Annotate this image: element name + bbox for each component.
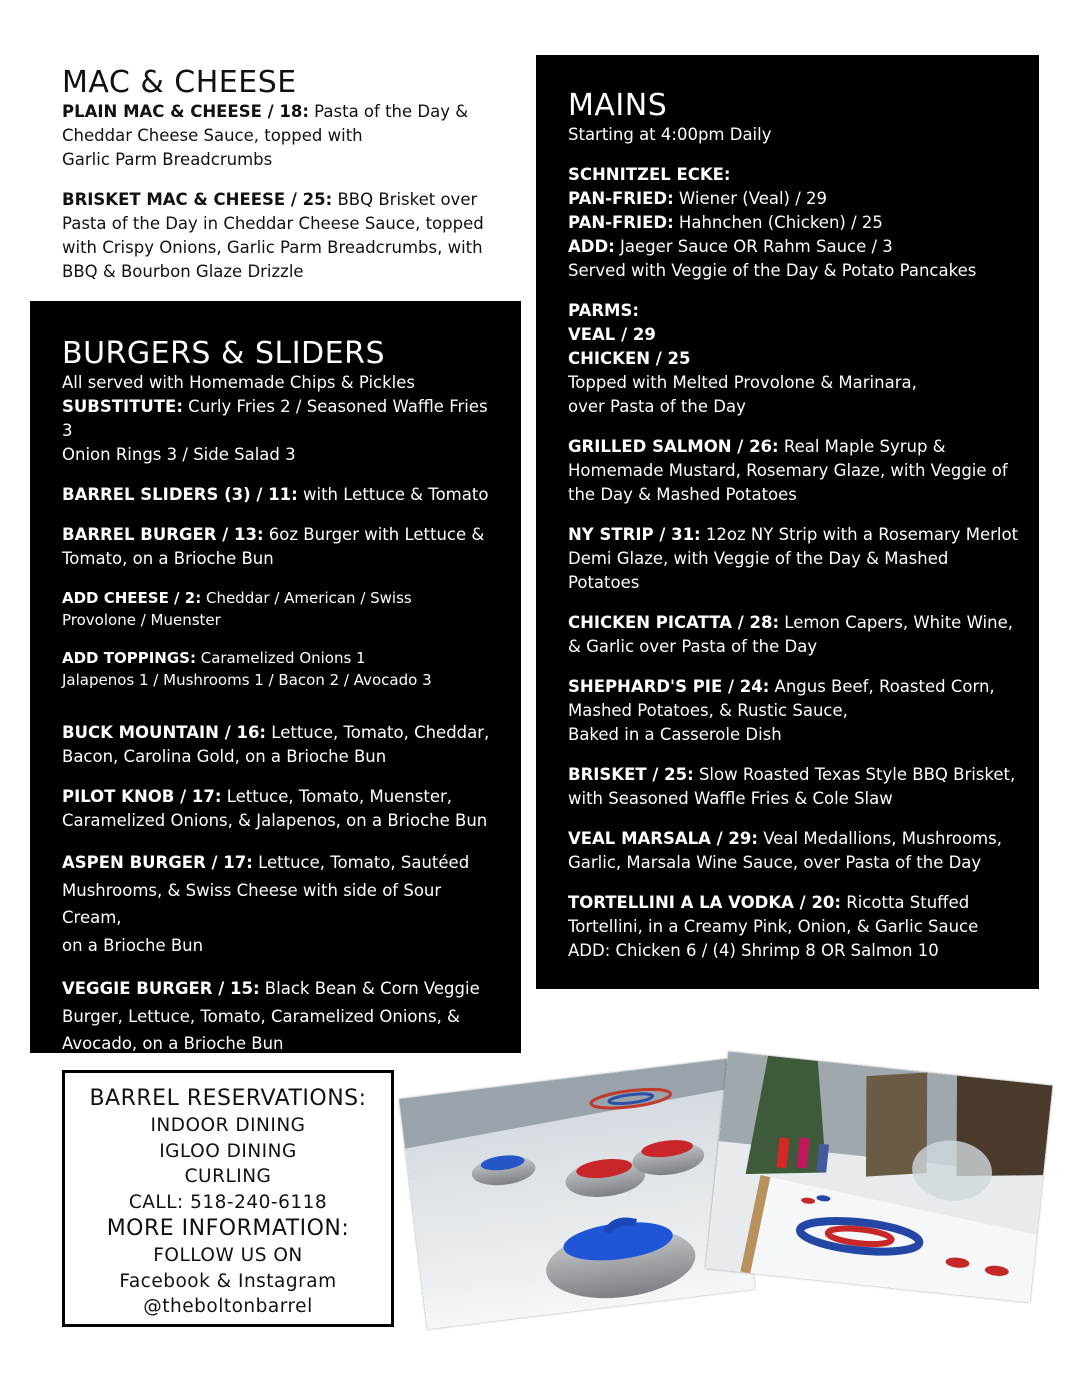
reservation-option: IGLOO DINING xyxy=(159,1140,297,1162)
reservations-box xyxy=(62,1070,394,1327)
menu-item: BARREL BURGER / 13: 6oz Burger with Lettuce & Tomato, on a Brioche Bun xyxy=(62,525,485,568)
curling-stones-photo xyxy=(399,1059,755,1329)
social-handle: @theboltonbarrel xyxy=(143,1296,313,1317)
menu-item: SHEPHARD'S PIE / 24: Angus Beef, Roasted Corn, Mashed Potatoes, & Rustic Sauce, Baked in a Casserole Dish xyxy=(568,677,995,744)
outdoor-curling-illustration xyxy=(705,1052,1052,1303)
reservation-option: CURLING xyxy=(184,1166,272,1187)
outdoor-curling-photo xyxy=(705,1052,1052,1303)
burgers-section xyxy=(30,301,521,1053)
substitute-options: SUBSTITUTE: Curly Fries 2 / Seasoned Waffle Fries 3 Onion Rings 3 / Side Salad 3 xyxy=(62,397,488,464)
curling-stones-illustration xyxy=(399,1059,755,1329)
menu-item: ASPEN BURGER / 17: Lettuce, Tomato, Sautéed Mushrooms, & Swiss Cheese with side of Sour Cream, on a Brioche Bun xyxy=(62,853,470,955)
mac-cheese-title: MAC & CHEESE xyxy=(62,65,297,100)
phone-number: CALL: 518-240-6118 xyxy=(128,1191,328,1213)
menu-item: CHICKEN PICATTA / 28: Lemon Capers, White Wine, & Garlic over Pasta of the Day xyxy=(568,613,1013,656)
menu-item: BUCK MOUNTAIN / 16: Lettuce, Tomato, Cheddar, Bacon, Carolina Gold, on a Brioche Bun xyxy=(62,723,490,766)
follow-us: FOLLOW US ON xyxy=(153,1245,303,1266)
burgers-title: BURGERS & SLIDERS xyxy=(62,336,385,371)
menu-item: PLAIN MAC & CHEESE / 18: Pasta of the Day & Cheddar Cheese Sauce, topped with Garlic Parm Breadcrumbs xyxy=(62,102,469,169)
burgers-intro: All served with Homemade Chips & Pickles xyxy=(62,373,416,392)
menu-item: BRISKET / 25: Slow Roasted Texas Style BBQ Brisket, with Seasoned Waffle Fries & Cole Slaw xyxy=(568,765,1016,808)
mains-subtitle: Starting at 4:00pm Daily xyxy=(568,125,772,144)
mains-title: MAINS xyxy=(568,88,668,123)
menu-item: NY STRIP / 31: 12oz NY Strip with a Rosemary Merlot Demi Glaze, with Veggie of the Day & Mashed Potatoes xyxy=(568,525,1019,592)
mains-section xyxy=(536,55,1039,989)
menu-item: TORTELLINI A LA VODKA / 20: Ricotta Stuffed Tortellini, in a Creamy Pink, Onion, & Garlic Sauce ADD: Chicken 6 / (4) Shrimp 8 OR Salmon 10 xyxy=(568,893,979,960)
parms-item: PARMS: VEAL / 29 CHICKEN / 25 Topped with Melted Provolone & Marinara, over Pasta of the Day xyxy=(568,301,917,416)
menu-item: BARREL SLIDERS (3) / 11: with Lettuce & Tomato xyxy=(62,485,489,504)
more-info-heading: MORE INFORMATION: xyxy=(106,1216,350,1241)
menu-item: PILOT KNOB / 17: Lettuce, Tomato, Muenster, Caramelized Onions, & Jalapenos, on a Brioche Bun xyxy=(62,787,488,830)
schnitzel-item: SCHNITZEL ECKE: PAN-FRIED: Wiener (Veal) / 29 PAN-FRIED: Hahnchen (Chicken) / 25 ADD: Jaeger Sauce OR Rahm Sauce / 3 Served with Veggie of the Day & Potato Pancakes xyxy=(568,165,977,280)
menu-item: BRISKET MAC & CHEESE / 25: BBQ Brisket over Pasta of the Day in Cheddar Cheese Sauce, topped with Crispy Onions, Garlic Parm Breadcrumbs, with BBQ & Bourbon Glaze Drizzle xyxy=(62,190,484,281)
menu-item: ADD TOPPINGS: Caramelized Onions 1 Jalapenos 1 / Mushrooms 1 / Bacon 2 / Avocado 3 xyxy=(62,649,432,689)
social-platforms: Facebook & Instagram xyxy=(119,1270,337,1292)
menu-item: ADD CHEESE / 2: Cheddar / American / Swiss Provolone / Muenster xyxy=(62,589,412,629)
menu-item: GRILLED SALMON / 26: Real Maple Syrup & Homemade Mustard, Rosemary Glaze, with Veggie of the Day & Mashed Potatoes xyxy=(568,437,1008,504)
menu-item: VEAL MARSALA / 29: Veal Medallions, Mushrooms, Garlic, Marsala Wine Sauce, over Pasta of the Day xyxy=(568,829,1002,872)
reservations-title: BARREL RESERVATIONS: xyxy=(89,1086,367,1111)
menu-item: VEGGIE BURGER / 15: Black Bean & Corn Veggie Burger, Lettuce, Tomato, Caramelized Onions, & Avocado, on a Brioche Bun xyxy=(62,979,480,1053)
reservation-option: INDOOR DINING xyxy=(150,1115,306,1136)
mac-cheese-section xyxy=(62,66,492,284)
